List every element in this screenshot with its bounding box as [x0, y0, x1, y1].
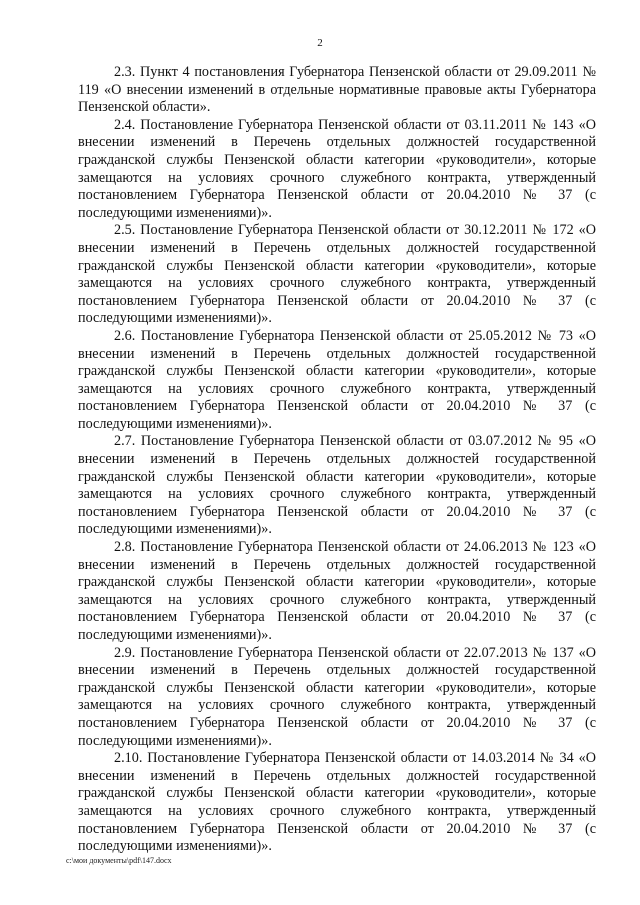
- paragraph-text: 2.10. Постановление Губернатора Пензенской области от 14.03.2014 № 34 «О внесении изменений в Перечень отдельных должностей государственной гражданской службы Пензенской области категории «руководители», которые замещаются на условиях срочного служебного контракта, утвержденный постановлением Губернатора Пензенской области от 20.04.2010 № 37 (с последующими изменениями)».: [78, 750, 596, 855]
- paragraph-2-10: [78, 750, 596, 856]
- paragraph-text: 2.4. Постановление Губернатора Пензенской области от 03.11.2011 № 143 «О внесении изменений в Перечень отдельных должностей государственной гражданской службы Пензенской области категории «руководители», которые замещаются на условиях срочного служебного контракта, утвержденный постановлением Губернатора Пензенской области от 20.04.2010 № 37 (с последующими изменениями)».: [78, 116, 596, 221]
- paragraph-2-6: [78, 328, 596, 434]
- paragraph-text: 2.9. Постановление Губернатора Пензенской области от 22.07.2013 № 137 «О внесении изменений в Перечень отдельных должностей государственной гражданской службы Пензенской области категории «руководители», которые замещаются на условиях срочного служебного контракта, утвержденный постановлением Губернатора Пензенской области от 20.04.2010 № 37 (с последующими изменениями)».: [78, 644, 596, 749]
- footer-file-path: c:\мои документы\pdf\147.docx: [66, 856, 172, 865]
- paragraph-2-4: [78, 117, 596, 223]
- paragraph-2-3: [78, 64, 596, 117]
- paragraph-text: 2.7. Постановление Губернатора Пензенской области от 03.07.2012 № 95 «О внесении изменений в Перечень отдельных должностей государственной гражданской службы Пензенской области категории «руководители», которые замещаются на условиях срочного служебного контракта, утвержденный постановлением Губернатора Пензенской области от 20.04.2010 № 37 (с последующими изменениями)».: [78, 433, 596, 538]
- paragraph-2-5: [78, 222, 596, 328]
- paragraph-text: 2.5. Постановление Губернатора Пензенской области от 30.12.2011 № 172 «О внесении изменений в Перечень отдельных должностей государственной гражданской службы Пензенской области категории «руководители», которые замещаются на условиях срочного служебного контракта, утвержденный постановлением Губернатора Пензенской области от 20.04.2010 № 37 (с последующими изменениями)».: [78, 222, 596, 327]
- paragraph-text: 2.8. Постановление Губернатора Пензенской области от 24.06.2013 № 123 «О внесении изменений в Перечень отдельных должностей государственной гражданской службы Пензенской области категории «руководители», которые замещаются на условиях срочного служебного контракта, утвержденный постановлением Губернатора Пензенской области от 20.04.2010 № 37 (с последующими изменениями)».: [78, 539, 596, 643]
- paragraph-text: 2.6. Постановление Губернатора Пензенской области от 25.05.2012 № 73 «О внесении изменений в Перечень отдельных должностей государственной гражданской службы Пензенской области категории «руководители», которые замещаются на условиях срочного служебного контракта, утвержденный постановлением Губернатора Пензенской области от 20.04.2010 № 37 (с последующими изменениями)».: [78, 327, 596, 432]
- paragraph-text: 2.3. Пункт 4 постановления Губернатора Пензенской области от 29.09.2011 № 119 «О внесении изменений в отдельные нормативные правовые акты Губернатора Пензенской области».: [78, 64, 596, 116]
- page-number: 2: [317, 37, 323, 49]
- paragraph-2-7: [78, 433, 596, 539]
- paragraph-2-8: [78, 539, 596, 645]
- document-body: [78, 64, 596, 856]
- paragraph-2-9: [78, 645, 596, 751]
